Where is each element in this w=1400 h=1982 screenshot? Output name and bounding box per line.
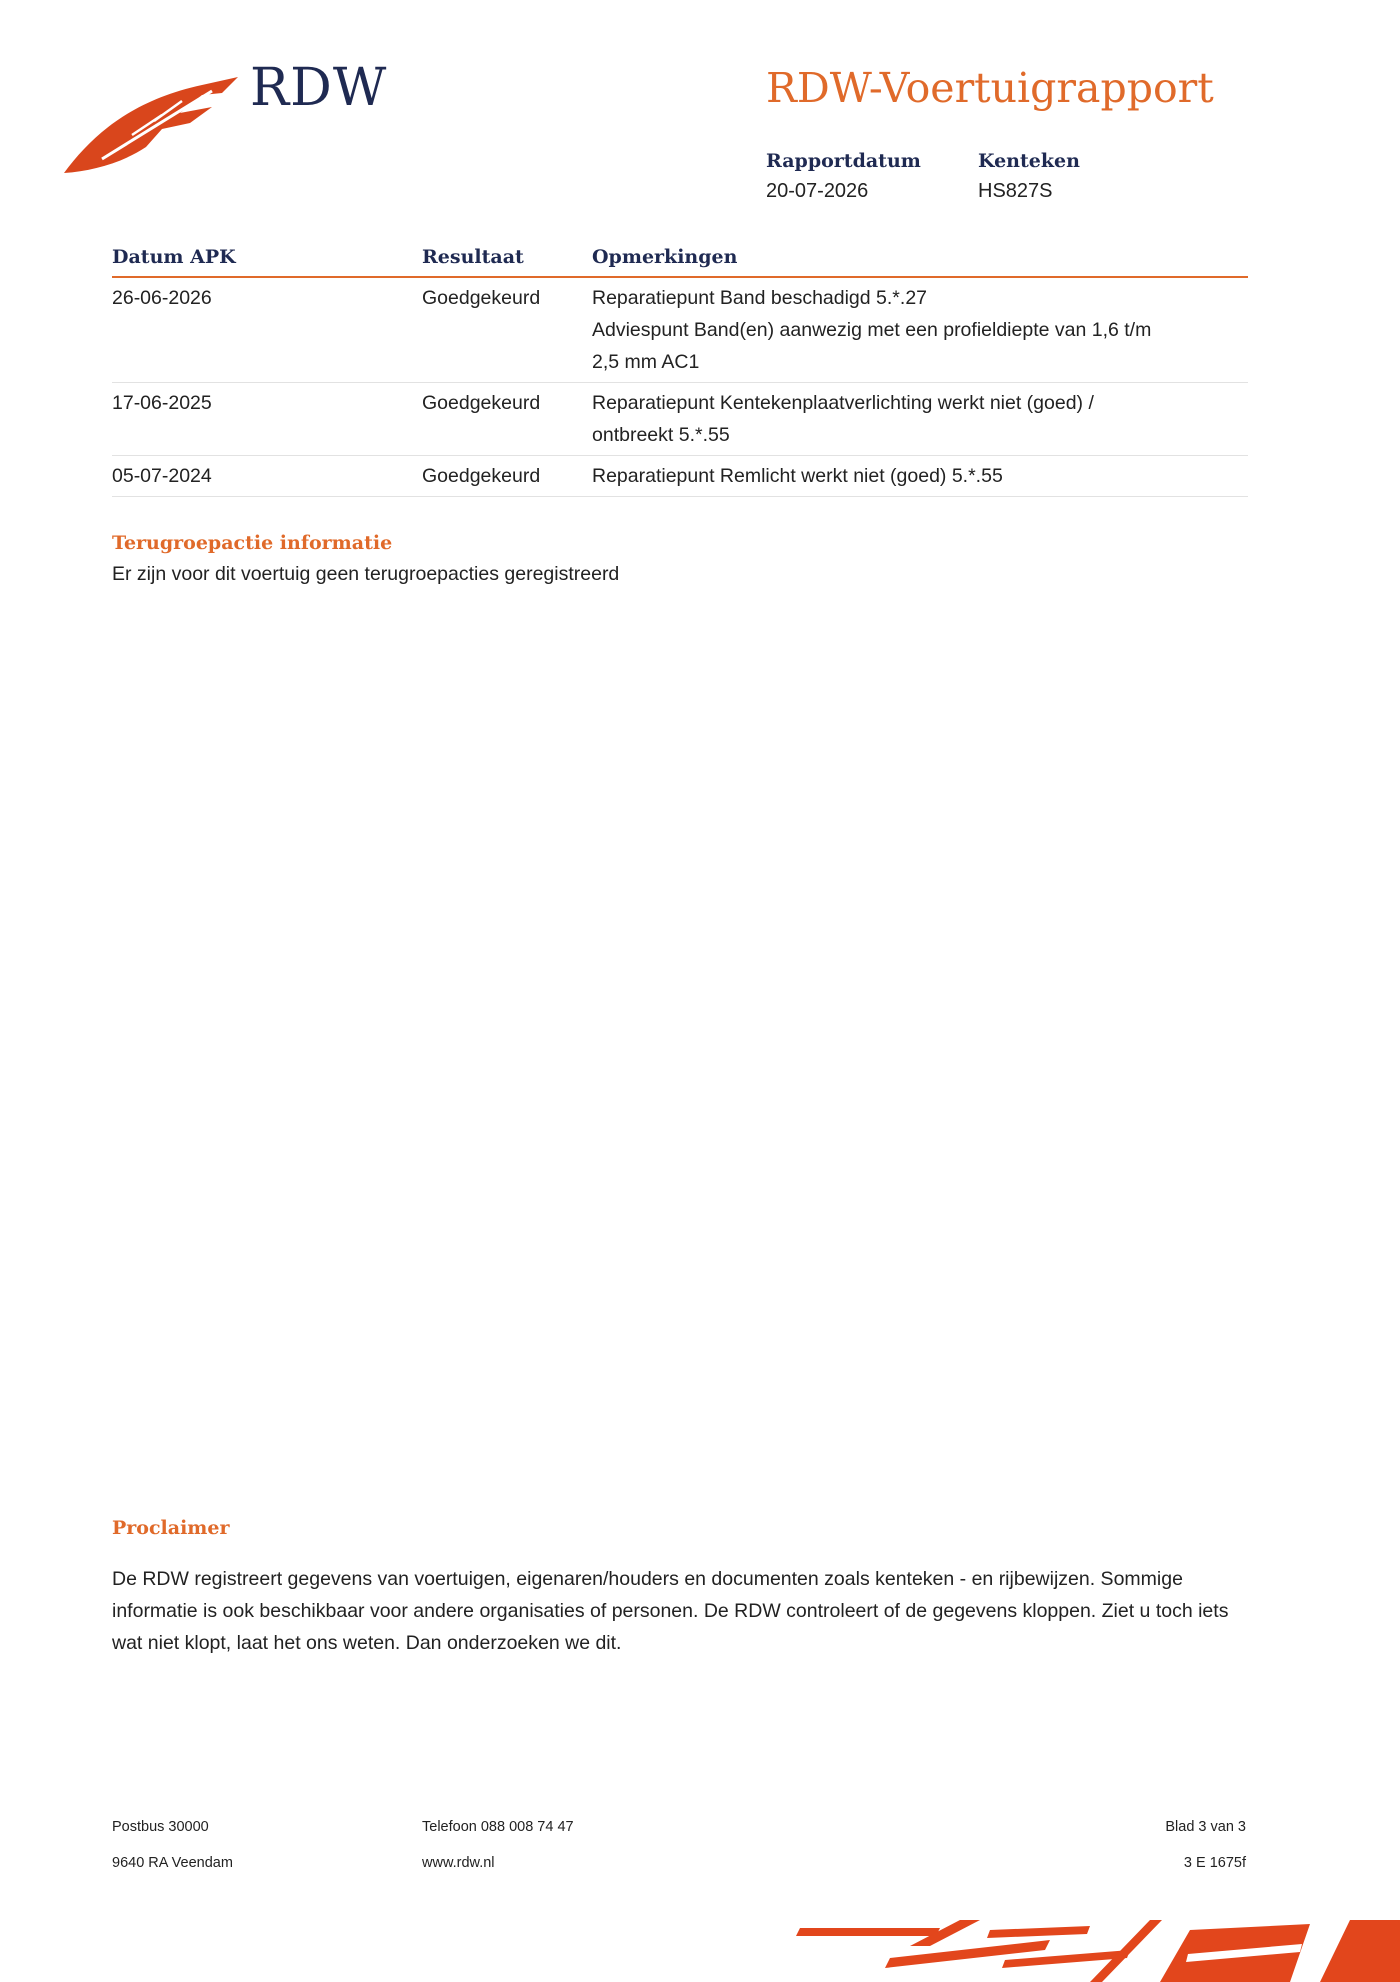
footer-address-line1: Postbus 30000 [112, 1819, 209, 1835]
rdw-leaf-logo-icon [62, 55, 242, 180]
report-title: RDW-Voertuigrapport [766, 64, 1214, 112]
stripes-decoration-icon [790, 1920, 1400, 1982]
proclaimer-heading: Proclaimer [112, 1517, 230, 1539]
footer-phone: Telefoon 088 008 74 47 [422, 1819, 574, 1835]
column-header-result: Resultaat [422, 246, 524, 268]
license-plate-value: HS827S [978, 180, 1053, 202]
remark-line: ontbreekt 5.*.55 [592, 424, 730, 446]
apk-date: 05-07-2024 [112, 465, 212, 487]
table-row [112, 383, 1248, 456]
apk-remarks [592, 282, 1248, 378]
apk-date: 26-06-2026 [112, 287, 212, 309]
remark-line: Reparatiepunt Kentekenplaatverlichting werkt niet (goed) / [592, 392, 1094, 414]
footer-website-link[interactable]: www.rdw.nl [422, 1855, 495, 1871]
remark-line: Adviespunt Band(en) aanwezig met een profieldiepte van 1,6 t/m [592, 319, 1152, 341]
recall-text: Er zijn voor dit voertuig geen terugroepacties geregistreerd [112, 563, 620, 585]
remark-line: Reparatiepunt Band beschadigd 5.*.27 [592, 287, 928, 309]
license-plate-label: Kenteken [978, 150, 1080, 172]
report-date-block [766, 150, 921, 203]
column-header-date: Datum APK [112, 246, 236, 268]
apk-date: 17-06-2025 [112, 392, 212, 414]
footer-page-number: Blad 3 van 3 [1165, 1819, 1246, 1835]
apk-history-table [112, 246, 1248, 497]
column-header-remarks: Opmerkingen [592, 246, 738, 268]
apk-result: Goedgekeurd [422, 465, 541, 487]
apk-result: Goedgekeurd [422, 392, 541, 414]
remark-line: Reparatiepunt Remlicht werkt niet (goed) 5.*.55 [592, 465, 1003, 487]
report-date-value: 20-07-2026 [766, 180, 869, 202]
footer-document-code: 3 E 1675f [1183, 1855, 1246, 1871]
report-date-label: Rapportdatum [766, 150, 921, 172]
proclaimer-text: De RDW registreert gegevens van voertuigen, eigenaren/houders en documenten zoals kenteken - en rijbewijzen. Sommige informatie is ook beschikbaar voor andere organisaties of personen. De RDW controleert of de gegevens kloppen. Ziet u toch iets wat niet klopt, laat het ons weten. Dan onderzoeken we dit. [112, 1568, 1229, 1654]
table-row [112, 456, 1248, 497]
apk-remarks [592, 387, 1248, 451]
remark-line: 2,5 mm AC1 [592, 351, 700, 373]
recall-heading: Terugroepactie informatie [112, 532, 393, 554]
apk-remarks [592, 460, 1248, 492]
apk-result: Goedgekeurd [422, 287, 541, 309]
footer-address-line2: 9640 RA Veendam [112, 1855, 233, 1871]
license-plate-block [978, 150, 1080, 203]
table-row [112, 278, 1248, 383]
brand-name: RDW [250, 58, 388, 118]
table-header [112, 246, 1248, 278]
